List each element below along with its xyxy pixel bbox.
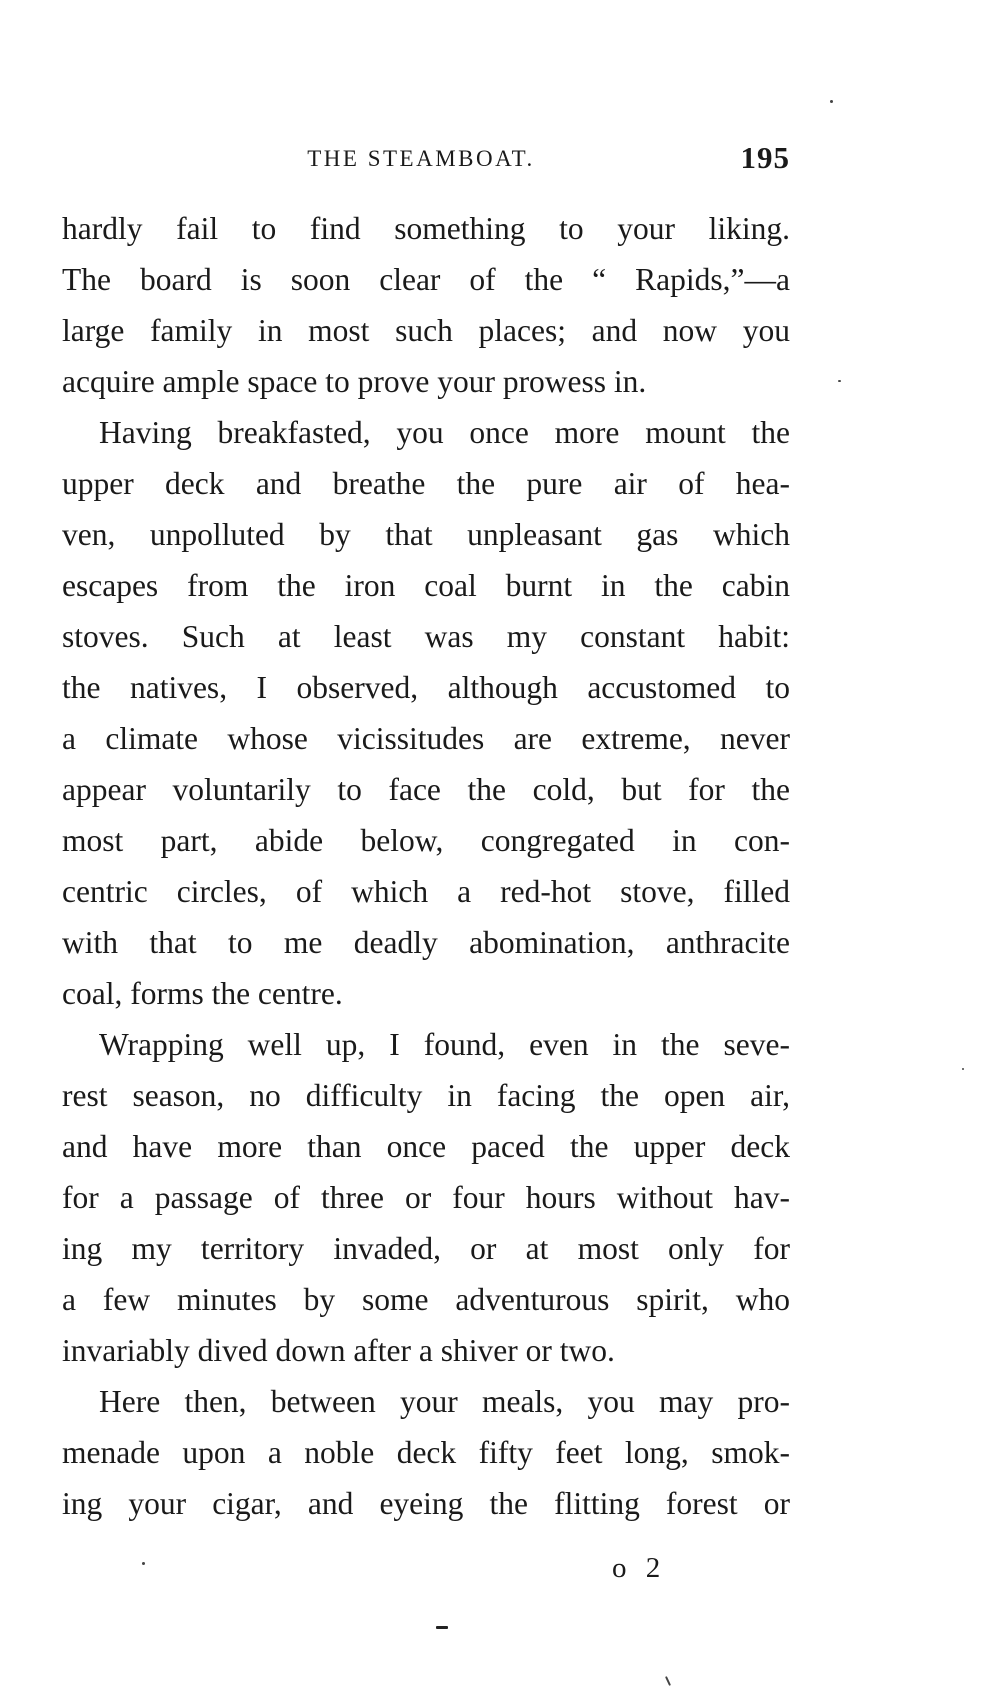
text-line: ing your cigar, and eyeing the flitting forest or — [62, 1486, 790, 1521]
text-line: Here then, between your meals, you may pro- — [99, 1384, 790, 1419]
running-title: THE STEAMBOAT. — [307, 146, 535, 171]
page-number: 195 — [740, 140, 790, 175]
text-line: and have more than once paced the upper deck — [62, 1129, 790, 1164]
text-line: the natives, I observed, although accustomed to — [62, 670, 790, 705]
text-line: for a passage of three or four hours without hav- — [62, 1180, 790, 1215]
text-line: invariably dived down after a shiver or two. — [62, 1333, 615, 1368]
scan-speck — [142, 1562, 145, 1565]
text-line: large family in most such places; and now you — [62, 313, 790, 348]
text-line: with that to me deadly abomination, anthracite — [62, 925, 790, 960]
text-line: ven, unpolluted by that unpleasant gas which — [62, 517, 790, 552]
text-line: acquire ample space to prove your prowess in. — [62, 364, 647, 399]
text-line: coal, forms the centre. — [62, 976, 343, 1011]
text-line: rest season, no difficulty in facing the open air, — [62, 1078, 790, 1113]
scan-speck — [665, 1676, 671, 1686]
scan-speck — [436, 1626, 448, 1629]
text-line: menade upon a noble deck fifty feet long, smok- — [62, 1435, 790, 1470]
scan-speck — [830, 100, 833, 103]
text-line: Having breakfasted, you once more mount the — [99, 415, 790, 450]
text-line: escapes from the iron coal burnt in the cabin — [62, 568, 790, 603]
text-line: a few minutes by some adventurous spirit, who — [62, 1282, 790, 1317]
text-line: a climate whose vicissitudes are extreme, never — [62, 721, 790, 756]
text-line: appear voluntarily to face the cold, but for the — [62, 772, 790, 807]
signature-mark: o 2 — [612, 1552, 667, 1584]
body-text — [62, 203, 790, 1529]
text-line: Wrapping well up, I found, even in the seve- — [99, 1027, 790, 1062]
scan-speck — [962, 1068, 964, 1070]
running-head — [62, 140, 790, 180]
text-line: most part, abide below, congregated in con- — [62, 823, 790, 858]
text-line: centric circles, of which a red-hot stove, filled — [62, 874, 790, 909]
text-line: ing my territory invaded, or at most only for — [62, 1231, 790, 1266]
text-line: upper deck and breathe the pure air of hea- — [62, 466, 790, 501]
text-line: hardly fail to find something to your liking. — [62, 211, 790, 246]
text-line: stoves. Such at least was my constant habit: — [62, 619, 790, 654]
text-line: The board is soon clear of the “ Rapids,”—a — [62, 262, 790, 297]
scan-speck — [838, 380, 841, 382]
